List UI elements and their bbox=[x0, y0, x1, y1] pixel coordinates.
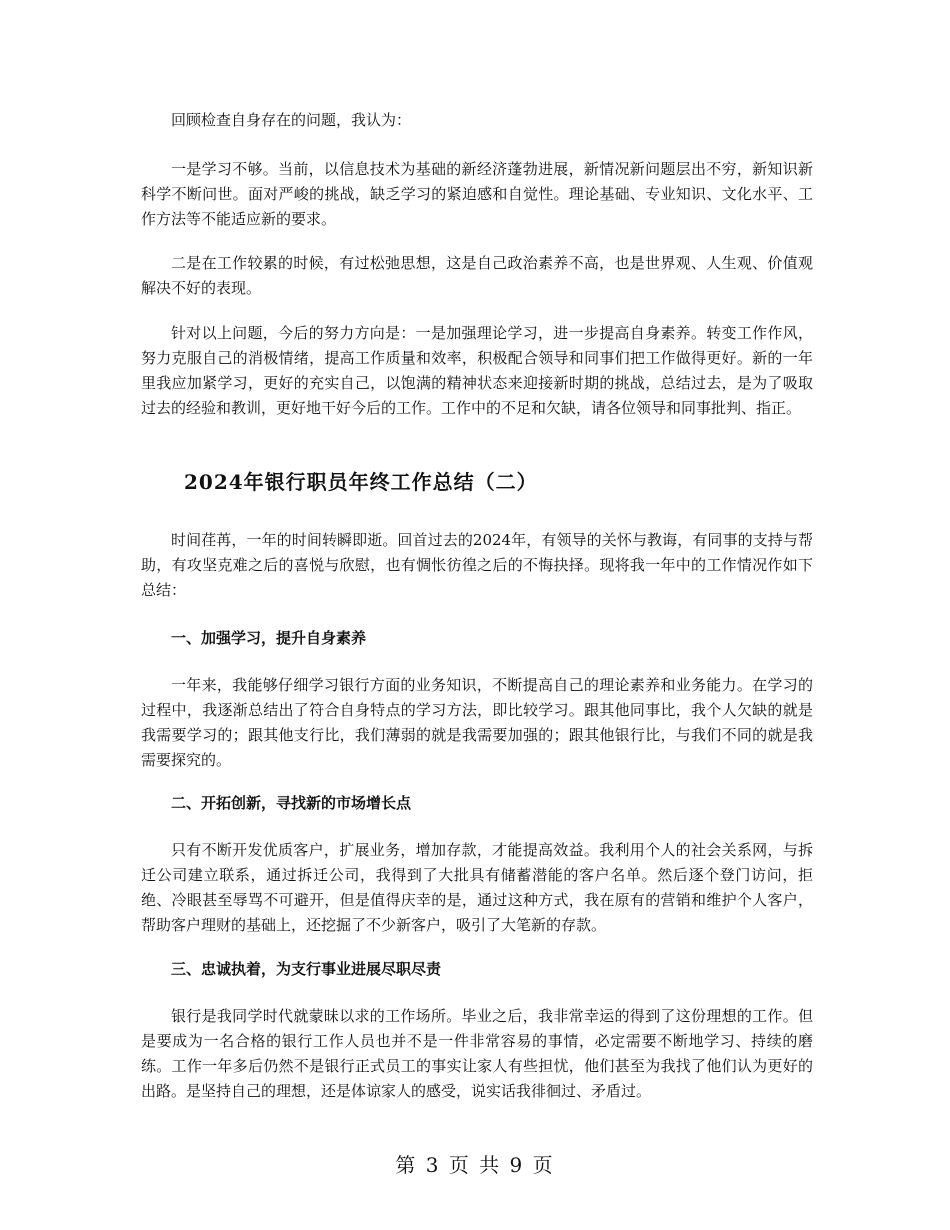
section-heading-2: 二、开拓创新，寻找新的市场增长点 bbox=[171, 794, 412, 812]
paragraph-improvement-direction: 针对以上问题，今后的努力方向是：一是加强理论学习，进一步提高自身素养。转变工作作风，努力克服自己的消极情绪，提高工作质量和效率，积极配合领导和同事们把工作做得更好。新的一年里我应加紧学习，更好的充实自己，以饱满的精神状态来迎接新时期的挑战，总结过去，是为了吸取过去的经验和教训，更好地干好今后的工作。工作中的不足和欠缺，请各位领导和同事批判、指正。 bbox=[141, 324, 813, 417]
section-heading-3: 三、忠诚执着，为支行事业进展尽职尽责 bbox=[171, 960, 442, 978]
paragraph-problem-one: 一是学习不够。当前，以信息技术为基础的新经济蓬勃进展，新情况新问题层出不穷，新知识新科学不断问世。面对严峻的挑战，缺乏学习的紧迫感和自觉性。理论基础、专业知识、文化水平、工作方法等不能适应新的要求。 bbox=[141, 160, 813, 228]
section-body-2: 只有不断开发优质客户，扩展业务，增加存款，才能提高效益。我利用个人的社会关系网，与拆迁公司建立联系，通过拆迁公司，我得到了大批具有储蓄潜能的客户名单。然后逐个登门访问，拒绝、冷眼甚至辱骂不可避开，但是值得庆幸的是，通过这种方式，我在原有的营销和维护个人客户，帮助客户理财的基础上，还挖掘了不少新客户，吸引了大笔新的存款。 bbox=[141, 841, 813, 934]
section-title: 2024年银行职员年终工作总结（二） bbox=[184, 470, 538, 494]
section-body-3: 银行是我同学时代就蒙昧以求的工作场所。毕业之后，我非常幸运的得到了这份理想的工作。但是要成为一名合格的银行工作人员也并不是一件非常容易的事情，必定需要不断地学习、持续的磨练。工作一年多后仍然不是银行正式员工的事实让家人有些担忧，他们甚至为我找了他们认为更好的出路。是坚持自己的理想，还是体谅家人的感受，说实话我徘徊过、矛盾过。 bbox=[141, 1007, 813, 1100]
section-heading-1: 一、加强学习，提升自身素养 bbox=[171, 629, 367, 647]
section-body-1: 一年来，我能够仔细学习银行方面的业务知识，不断提高自己的理论素养和业务能力。在学习的过程中，我逐渐总结出了符合自身特点的学习方法，即比较学习。跟其他同事比，我个人欠缺的就是我需要学习的；跟其他支行比，我们薄弱的就是我需要加强的；跟其他银行比，与我们不同的就是我需要探究的。 bbox=[141, 676, 813, 769]
paragraph-summary-intro: 时间荏苒，一年的时间转瞬即逝。回首过去的2024年，有领导的关怀与教诲，有同事的支持与帮助，有攻坚克难之后的喜悦与欣慰，也有惆怅彷徨之后的不悔抉择。现将我一年中的工作情况作如下总结： bbox=[141, 531, 813, 599]
page-number-footer: 第 3 页 共 9 页 bbox=[395, 1153, 555, 1177]
paragraph-problem-two: 二是在工作较累的时候，有过松弛思想，这是自己政治素养不高，也是世界观、人生观、价值观解决不好的表现。 bbox=[141, 254, 813, 297]
paragraph-review-intro: 回顾检查自身存在的问题，我认为： bbox=[171, 111, 412, 129]
